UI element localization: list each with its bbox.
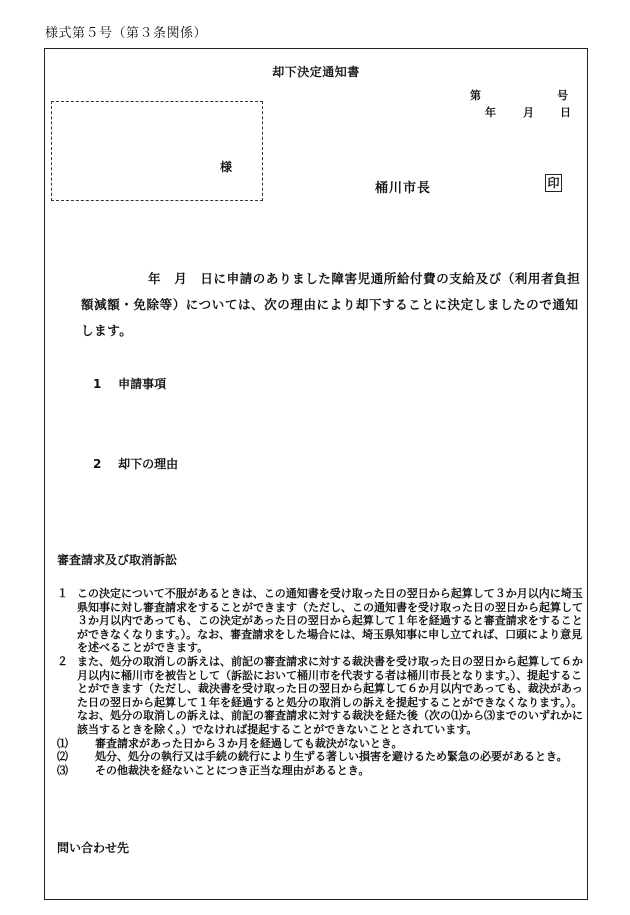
item-text: その他裁決を経ないことにつき正当な理由があるとき。 [95, 763, 370, 777]
item-text: 審査請求があった日から３か月を経過しても裁決がないとき。 [95, 736, 403, 750]
date-year-label: 年 [485, 106, 496, 119]
form-number-label: 様式第５号（第３条関係） [45, 26, 208, 41]
section-title: 申請事項 [118, 377, 167, 391]
item-marker: ⑵ [57, 750, 68, 764]
contact-label: 問い合わせ先 [57, 841, 130, 855]
seal-mark: 印 [545, 174, 562, 192]
date-month-label: 月 [523, 106, 534, 119]
paragraph-marker: ２ [57, 654, 68, 668]
item-text: 処分、処分の執行又は手続の続行により生ずる著しい損害を避けるため緊急の必要があるとき。 [95, 750, 568, 764]
body-line-1: 年 月 日に申請のありました障害児通所給付費の支給及び（利用者負担 [148, 271, 581, 286]
notice-frame [44, 48, 588, 900]
paragraph-text: この決定について不服があるときは、この通知書を受け取った日の翌日から起算して３か月以内に埼玉県知事に対し審査請求をすることができます（ただし、この通知書を受け取った日の翌日から起算して３か月以内であっても、この決定があった日の翌日から起算して１年を経過すると審査請求をすることができなくなります。）。なお、審査請求をした場合には、埼玉県知事に申し立てれば、口頭により意見を述べることができます。 [77, 587, 583, 655]
addressee-box [51, 101, 263, 201]
addressee-honorific: 様 [220, 160, 233, 174]
exception-item-1 [57, 737, 585, 751]
date-day-label: 日 [560, 106, 571, 119]
number-prefix: 第 [470, 89, 481, 102]
exception-item-3 [57, 764, 585, 778]
section-rejection-reason [93, 455, 178, 472]
paragraph-marker: １ [57, 587, 68, 600]
appeal-notice [57, 587, 585, 777]
item-marker: ⑶ [57, 763, 68, 777]
section-application-items [93, 375, 166, 392]
appeal-paragraph-2 [57, 655, 585, 737]
section-number: 1 [93, 377, 102, 391]
section-number: 2 [93, 457, 102, 471]
number-suffix: 号 [557, 89, 568, 102]
section-title: 却下の理由 [118, 457, 179, 471]
exception-item-2 [57, 750, 585, 764]
appeal-heading: 審査請求及び取消訴訟 [57, 553, 178, 567]
sender-name: 桶川市長 [375, 181, 432, 196]
body-line-3: します。 [81, 323, 133, 338]
appeal-paragraph-1 [57, 587, 585, 655]
item-marker: ⑴ [57, 736, 68, 750]
paragraph-text: また、処分の取消しの訴えは、前記の審査請求に対する裁決書を受け取った日の翌日から起算して６か月以内に桶川市を被告として（訴訟において桶川市を代表する者は桶川市長となります。）、提起することができます（ただし、裁決書を受け取った日の翌日から起算して６か月以内であっても、裁決があった日の翌日から起算して１年を経過すると処分の取消しの訴えを提起することができなくなります。）。なお、処分の取消しの訴えは、前記の審査請求に対する裁決を経た後（次の⑴から⑶までのいずれかに該当するときを除く。）でなければ提起することができないこととされています。 [77, 654, 583, 736]
document-title: 却下決定通知書 [272, 65, 360, 79]
body-line-2: 額減額・免除等）については、次の理由により却下することに決定しましたので通知 [81, 297, 579, 312]
